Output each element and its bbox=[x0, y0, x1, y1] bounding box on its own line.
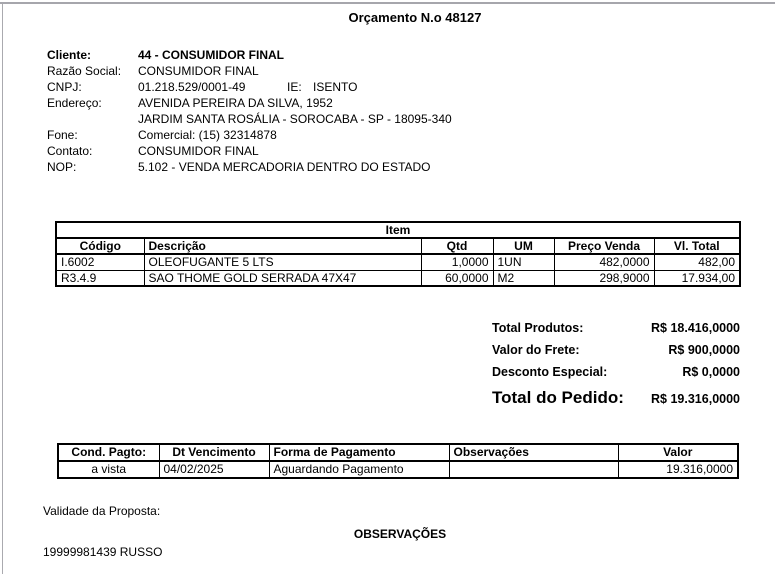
cliente-value: 44 - CONSUMIDOR FINAL bbox=[138, 48, 285, 62]
column-header-preco-venda: Preço Venda bbox=[554, 238, 654, 254]
item-row bbox=[56, 270, 740, 286]
cnpj-value: 01.218.529/0001-49 bbox=[138, 80, 246, 94]
ie-label: IE: bbox=[287, 80, 302, 94]
column-header-codigo: Código bbox=[56, 238, 144, 254]
payment-valor-cell: 19.316,0000 bbox=[618, 461, 738, 478]
payment-observacoes-cell bbox=[449, 461, 618, 478]
cliente-label: Cliente: bbox=[47, 48, 92, 62]
column-header-vl-total: Vl. Total bbox=[654, 238, 740, 254]
frame-left-border bbox=[2, 4, 3, 574]
desconto-especial-label: Desconto Especial: bbox=[492, 365, 608, 379]
item-preco-venda-cell: 482,0000 bbox=[554, 254, 654, 270]
column-header-valor: Valor bbox=[618, 444, 738, 461]
desconto-especial-value: R$ 0,0000 bbox=[682, 365, 740, 379]
item-um-cell: 1UN bbox=[493, 254, 554, 270]
payment-table bbox=[57, 443, 739, 479]
client-row-razao-social bbox=[47, 63, 697, 79]
column-header-qtd: Qtd bbox=[421, 238, 493, 254]
column-header-cond-pagto: Cond. Pagto: bbox=[58, 444, 159, 461]
item-codigo-cell: R3.4.9 bbox=[56, 270, 144, 286]
column-header-descricao: Descrição bbox=[144, 238, 421, 254]
cnpj-label: CNPJ: bbox=[47, 80, 82, 94]
client-row-nop bbox=[47, 159, 697, 175]
total-pedido-label: Total do Pedido: bbox=[492, 388, 624, 407]
fone-label: Fone: bbox=[47, 128, 78, 142]
valor-frete-value: R$ 900,0000 bbox=[668, 343, 740, 357]
total-produtos-label: Total Produtos: bbox=[492, 321, 584, 335]
observacoes-title: OBSERVAÇÕES bbox=[353, 527, 447, 541]
total-pedido-value: R$ 19.316,0000 bbox=[651, 392, 740, 406]
item-row bbox=[56, 254, 740, 270]
payment-table-header-row bbox=[58, 444, 738, 461]
item-um-cell: M2 bbox=[493, 270, 554, 286]
item-descricao-cell: SAO THOME GOLD SERRADA 47X47 bbox=[144, 270, 421, 286]
column-header-dt-vencimento: Dt Vencimento bbox=[159, 444, 269, 461]
item-descricao-cell: OLEOFUGANTE 5 LTS bbox=[144, 254, 421, 270]
total-produtos-value: R$ 18.416,0000 bbox=[651, 321, 740, 335]
nop-label: NOP: bbox=[47, 160, 77, 174]
item-table-group-header: Item bbox=[56, 222, 740, 238]
frame-top-border bbox=[0, 2, 775, 4]
endereco-label: Endereço: bbox=[47, 96, 102, 110]
item-table bbox=[55, 221, 741, 287]
contato-label: Contato: bbox=[47, 144, 93, 158]
item-preco-venda-cell: 298,9000 bbox=[554, 270, 654, 286]
client-row-cnpj bbox=[47, 79, 697, 95]
contato-value: CONSUMIDOR FINAL bbox=[138, 144, 259, 158]
client-row-endereco bbox=[47, 95, 697, 111]
client-row-cliente bbox=[47, 47, 697, 63]
razao-social-value: CONSUMIDOR FINAL bbox=[138, 64, 259, 78]
valor-frete-label: Valor do Frete: bbox=[492, 343, 580, 357]
item-qtd-cell: 60,0000 bbox=[421, 270, 493, 286]
ie-value: ISENTO bbox=[313, 80, 358, 94]
column-header-um: UM bbox=[493, 238, 554, 254]
column-header-observacoes: Observações bbox=[449, 444, 618, 461]
desconto-especial-row bbox=[492, 365, 740, 387]
item-vl-total-cell: 17.934,00 bbox=[654, 270, 740, 286]
item-codigo-cell: I.6002 bbox=[56, 254, 144, 270]
payment-forma-pagamento-cell: Aguardando Pagamento bbox=[269, 461, 449, 478]
validade-proposta-label: Validade da Proposta: bbox=[43, 504, 161, 518]
endereco-line1: AVENIDA PEREIRA DA SILVA, 1952 bbox=[138, 96, 333, 110]
item-table-group-row bbox=[56, 222, 740, 238]
payment-cond-pagto-cell: a vista bbox=[58, 461, 159, 478]
client-row-endereco2 bbox=[47, 111, 697, 127]
client-row-fone bbox=[47, 127, 697, 143]
client-row-contato bbox=[47, 143, 697, 159]
item-vl-total-cell: 482,00 bbox=[654, 254, 740, 270]
endereco-line2: JARDIM SANTA ROSÁLIA - SOROCABA - SP - 18095-340 bbox=[138, 112, 452, 126]
item-qtd-cell: 1,0000 bbox=[421, 254, 493, 270]
endereco-label-spacer bbox=[47, 111, 138, 127]
total-pedido-row bbox=[492, 388, 740, 408]
footer-contact: 19999981439 RUSSO bbox=[43, 545, 163, 559]
total-produtos-row bbox=[492, 321, 740, 343]
totals-block bbox=[492, 321, 740, 408]
valor-frete-row bbox=[492, 343, 740, 365]
column-header-forma-pagamento: Forma de Pagamento bbox=[269, 444, 449, 461]
client-info-block bbox=[47, 47, 697, 175]
item-table-header-row bbox=[56, 238, 740, 254]
razao-social-label: Razão Social: bbox=[47, 64, 122, 78]
nop-value: 5.102 - VENDA MERCADORIA DENTRO DO ESTADO bbox=[138, 160, 431, 174]
payment-row bbox=[58, 461, 738, 478]
payment-dt-vencimento-cell: 04/02/2025 bbox=[159, 461, 269, 478]
fone-value: Comercial: (15) 32314878 bbox=[138, 128, 277, 142]
document-title: Orçamento N.o 48127 bbox=[348, 10, 482, 25]
